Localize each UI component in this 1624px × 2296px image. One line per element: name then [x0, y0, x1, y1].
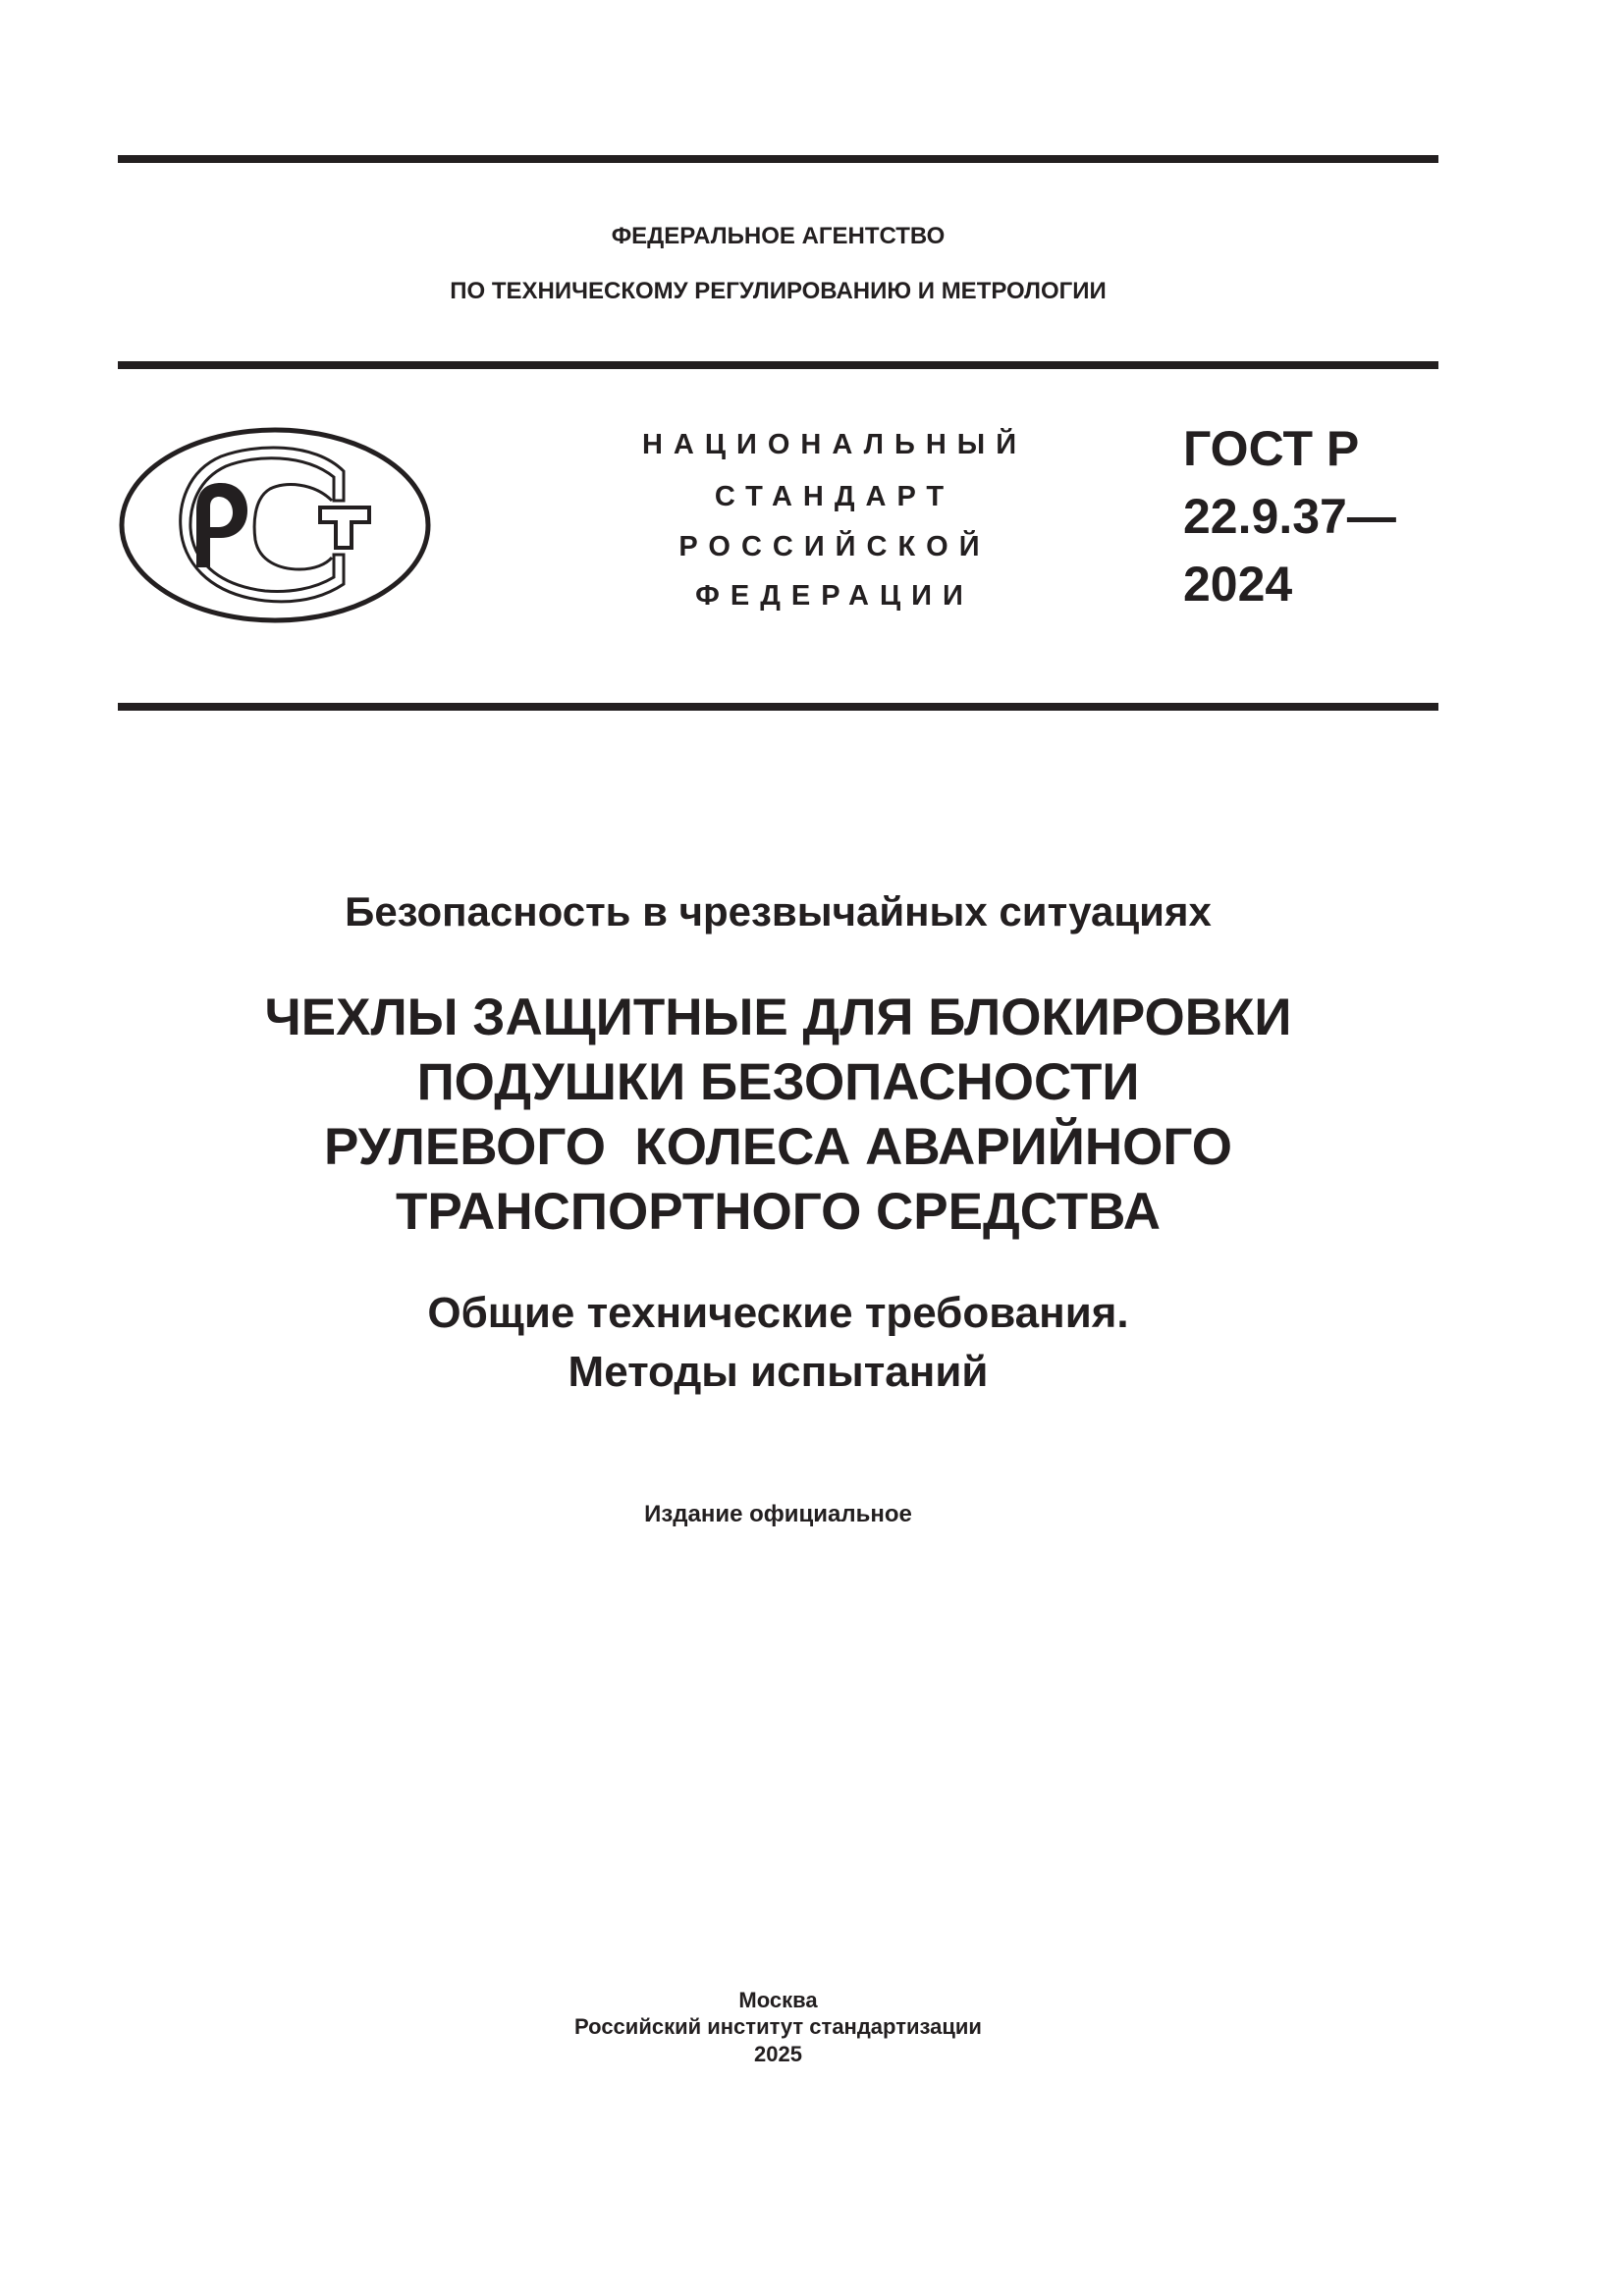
gost-r-logo: [108, 412, 442, 638]
main-title-line-4: ТРАНСПОРТНОГО СРЕДСТВА: [395, 1183, 1161, 1241]
top-rule: [118, 155, 1438, 163]
edition-note: Издание официальное: [644, 1501, 912, 1527]
designation-line-3: 2024: [1183, 557, 1293, 612]
third-rule: [118, 703, 1438, 711]
imprint-publisher: Российский институт стандартизации: [574, 2014, 982, 2039]
subtitle-line-1: Общие технические требования.: [427, 1289, 1129, 1337]
national-standard-line-3: РОССИЙСКОЙ: [678, 531, 991, 562]
imprint-year: 2025: [754, 2042, 802, 2066]
agency-line-1: ФЕДЕРАЛЬНОЕ АГЕНТСТВО: [611, 223, 946, 249]
main-title-line-1: ЧЕХЛЫ ЗАЩИТНЫЕ ДЛЯ БЛОКИРОВКИ: [264, 988, 1292, 1046]
agency-line-2: ПО ТЕХНИЧЕСКОМУ РЕГУЛИРОВАНИЮ И МЕТРОЛОГИИ: [450, 278, 1107, 304]
second-rule: [118, 361, 1438, 369]
designation-line-1: ГОСТ Р: [1183, 421, 1360, 476]
national-standard-line-2: СТАНДАРТ: [714, 481, 955, 512]
main-title-line-2: ПОДУШКИ БЕЗОПАСНОСТИ: [416, 1053, 1140, 1111]
main-title-line-3: РУЛЕВОГО КОЛЕСА АВАРИЙНОГО: [324, 1118, 1232, 1176]
subtitle-line-2: Методы испытаний: [568, 1348, 989, 1396]
national-standard-line-4: ФЕДЕРАЦИИ: [695, 580, 974, 612]
series-title: Безопасность в чрезвычайных ситуациях: [345, 888, 1212, 934]
national-standard-line-1: НАЦИОНАЛЬНЫЙ: [641, 429, 1028, 460]
imprint-city: Москва: [738, 1988, 818, 2012]
standard-designation: [1183, 415, 1396, 618]
designation-line-2: 22.9.37—: [1183, 489, 1396, 544]
